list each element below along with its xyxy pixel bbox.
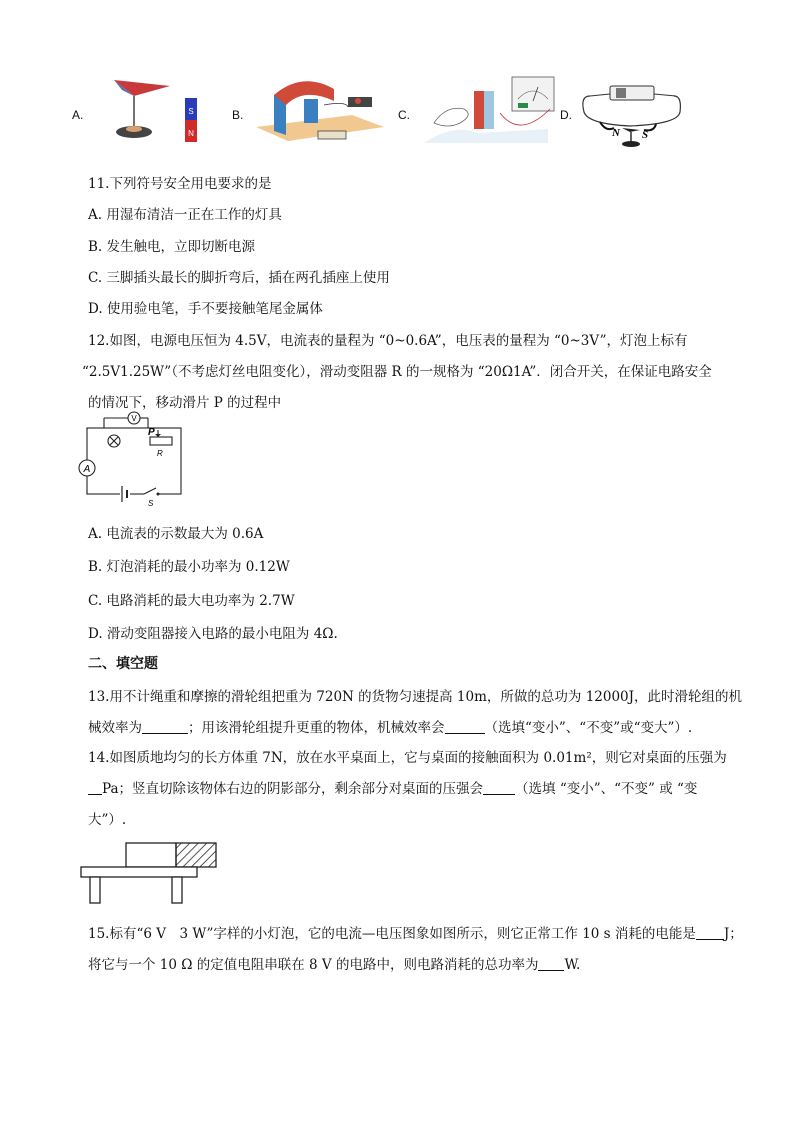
q13-blank-2[interactable] (445, 719, 485, 734)
q14-line1: 14.如图质地均匀的长方体重 7N，放在水平桌面上，它与桌面的接触面积为 0.01m²，则它对桌面的压强为 (88, 750, 727, 766)
q11-option-a: A. 用湿布清洁一正在工作的灯具 (88, 207, 282, 223)
q13-text-c: （选填“变小”、“不变”或“变大”）. (484, 720, 693, 736)
rheostat-letter: R (157, 449, 163, 458)
q12-option-b: B. 灯泡消耗的最小功率为 0.12W (88, 559, 290, 575)
block-shaded-part (176, 843, 216, 867)
magnet-blue-block (304, 99, 318, 123)
q14-blank-2[interactable] (483, 780, 515, 795)
compass-s-letter: S (642, 129, 649, 141)
section-heading: 二、填空题 (88, 656, 158, 672)
q12-option-c: C. 电路消耗的最大电功率为 2.7W (88, 593, 295, 609)
q11-option-d: D. 使用验电笔，手不要接触笔尾金属体 (88, 301, 323, 317)
option-c-label: C. (398, 108, 410, 122)
q15-line2 (88, 953, 580, 973)
table-surface (424, 129, 548, 143)
q15-text-a: 15.标有“6 V 3 W”字样的小灯泡，它的电流—电压图象如图所示，则它正常工作 10 s 消耗的电能是 (88, 926, 696, 942)
q15-text-c: 将它与一个 10 Ω 的定值电阻串联在 8 V 的电路中，则电路消耗的总功率为 (88, 957, 539, 973)
q12-stem-line1: 12.如图，电源电压恒为 4.5V，电流表的量程为 “0~0.6A”，电压表的量程为 “0~3V”，灯泡上标有 (88, 333, 688, 349)
q14-line2 (88, 777, 697, 797)
figure-d-oersted (580, 76, 688, 152)
option-b-label: B. (232, 108, 244, 122)
q14-line3: 大”）. (88, 812, 127, 828)
hand-outline (434, 108, 468, 126)
q13-line2 (88, 716, 692, 736)
magnet-n-letter: N (188, 129, 194, 138)
q11-option-c: C. 三脚插头最长的脚折弯后，插在两孔插座上使用 (88, 270, 390, 286)
compass-n-letter: N (612, 127, 620, 139)
wire (324, 103, 348, 107)
circuit-wire (500, 109, 550, 125)
figure-a-magnetized-needle (92, 72, 212, 152)
slider-letter: P (148, 427, 155, 438)
q15-blank-1[interactable] (696, 925, 724, 940)
switch-block (318, 131, 346, 139)
magnet-s-letter: S (188, 107, 194, 116)
q12-option-a: A. 电流表的示数最大为 0.6A (88, 526, 264, 542)
q13-line1: 13.用不计绳重和摩擦的滑轮组把重为 720N 的货物匀速提高 10m，所做的总功为 12000J，此时滑轮组的机 (88, 689, 743, 705)
voltmeter-letter: V (131, 414, 137, 423)
q15-text-b: J； (723, 926, 743, 942)
q11-stem: 11.下列符号安全用电要求的是 (88, 176, 272, 192)
block-remaining (126, 843, 176, 867)
stand-cap (126, 126, 142, 132)
q11-option-b: B. 发生触电，立即切断电源 (88, 239, 256, 255)
battery-cell (616, 88, 626, 98)
q12-circuit-diagram (76, 414, 188, 508)
q12-stem-line2: “2.5V1.25W”（不考虑灯丝电阻变化），滑动变阻器 R 的一规格为 “20Ω1A”．闭合开关，在保证电路安全 (82, 364, 712, 380)
table-leg-left (90, 877, 100, 903)
magnet-red-bar (474, 91, 484, 129)
compass-needle (622, 128, 640, 132)
option-d-label: D. (560, 108, 572, 122)
q14-text-b: （选填 “变小”、“不变” 或 “变 (515, 781, 698, 797)
option-a-label: A. (72, 108, 84, 122)
q12-option-d: D. 滑动变阻器接入电路的最小电阻为 4Ω. (88, 626, 338, 642)
figure-b-horseshoe-magnet (252, 75, 387, 150)
q13-blank-1[interactable] (142, 719, 188, 734)
table-leg-right (172, 877, 182, 903)
figure-c-galvanometer (420, 73, 560, 149)
switch-letter: S (148, 499, 154, 508)
device-knob (355, 98, 361, 104)
battery-wire-left (590, 94, 610, 96)
q13-text-a: 械效率为 (88, 720, 142, 736)
q14-blank-1[interactable] (88, 780, 102, 795)
q12-stem-line3: 的情况下，移动滑片 P 的过程中 (88, 395, 282, 411)
ammeter-letter: A (83, 464, 91, 475)
q14-text-a: Pa；竖直切除该物体右边的阴影部分，剩余部分对桌面的压强会 (102, 781, 484, 797)
q13-text-b: ；用该滑轮组提升更重的物体，机械效率会 (188, 720, 445, 736)
q15-blank-2[interactable] (538, 956, 564, 971)
meter-terminal (518, 103, 528, 108)
q14-block-on-table-diagram (80, 842, 220, 906)
q15-line1 (88, 922, 743, 942)
compass-base (622, 141, 640, 147)
switch-contact (157, 493, 160, 496)
q15-text-d: W. (564, 957, 581, 973)
table-top (81, 867, 197, 877)
battery-wire-right (654, 94, 676, 96)
switch-gap (144, 490, 158, 498)
magnet-blue-bar (484, 91, 494, 129)
